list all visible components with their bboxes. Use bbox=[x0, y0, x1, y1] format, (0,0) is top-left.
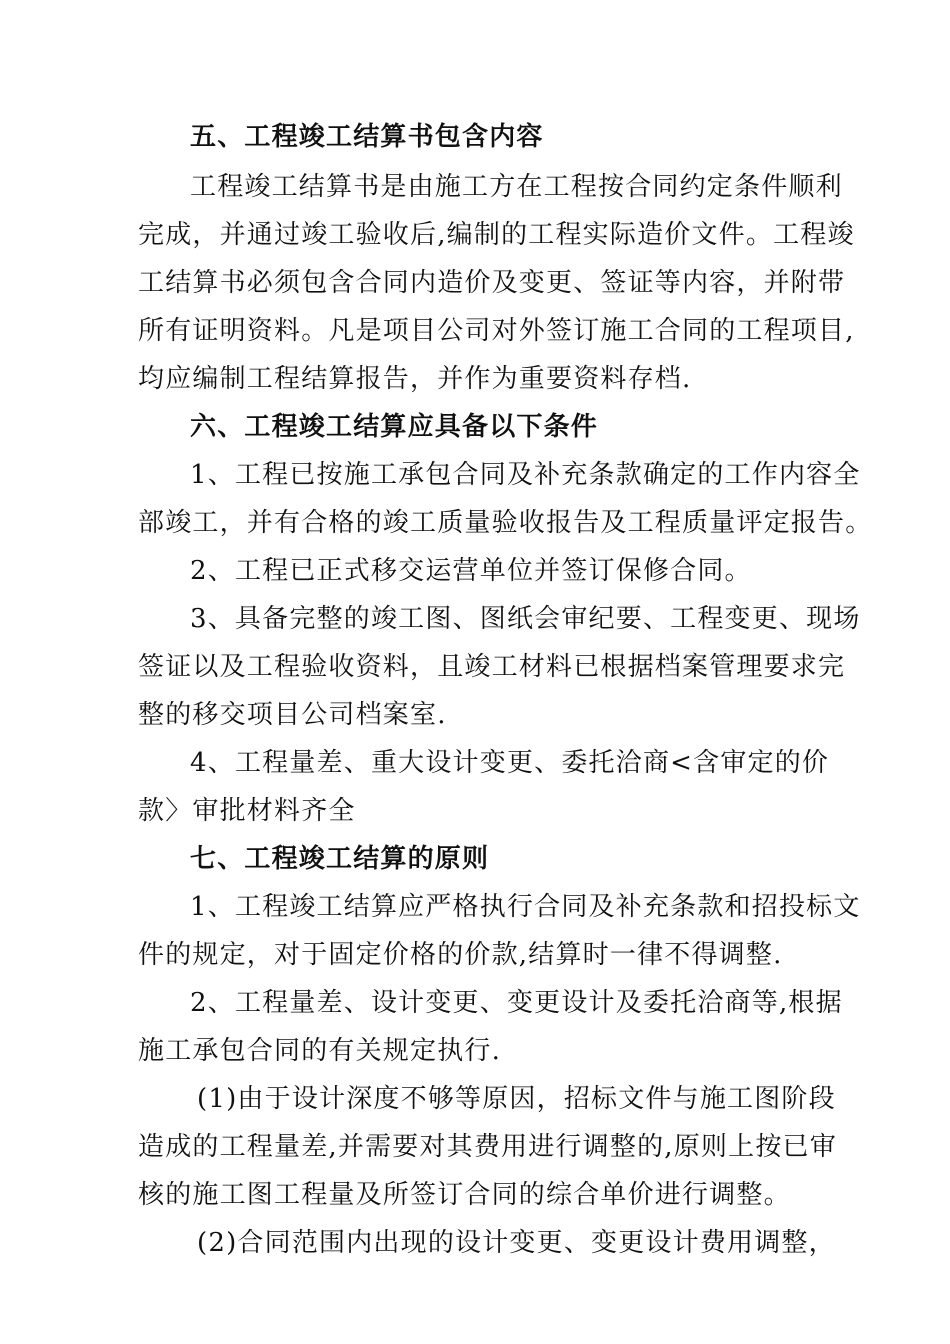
paragraph-line: 均应编制工程结算报告，并作为重要资料存档. bbox=[138, 364, 692, 394]
list-item-line: 2、工程已正式移交运营单位并签订保修合同。 bbox=[190, 556, 752, 586]
paragraph-line: 工结算书必须包含合同内造价及变更、签证等内容，并附带 bbox=[138, 268, 846, 298]
section-heading-7: 七、工程竣工结算的原则 bbox=[190, 844, 490, 874]
list-item-line: 件的规定，对于固定价格的价款,结算时一律不得调整. bbox=[138, 940, 783, 970]
list-item-line: 1、工程竣工结算应严格执行合同及补充条款和招投标文 bbox=[190, 892, 861, 922]
sub-item-line: 造成的工程量差,并需要对其费用进行调整的,原则上按已审 bbox=[138, 1132, 837, 1162]
list-item-line: 2、工程量差、设计变更、变更设计及委托洽商等,根据 bbox=[190, 988, 843, 1018]
list-item-line: 签证以及工程验收资料，且竣工材料已根据档案管理要求完 bbox=[138, 652, 846, 682]
sub-item-line: (1)由于设计深度不够等原因，招标文件与施工图阶段 bbox=[197, 1084, 836, 1114]
paragraph-line: 完成，并通过竣工验收后,编制的工程实际造价文件。工程竣 bbox=[138, 220, 855, 250]
paragraph-line: 所有证明资料。凡是项目公司对外签订施工合同的工程项目, bbox=[138, 316, 855, 346]
paragraph-line: 工程竣工结算书是由施工方在工程按合同约定条件顺利 bbox=[190, 172, 843, 202]
list-item-line: 款〉审批材料齐全 bbox=[138, 796, 356, 826]
list-item-line: 部竣工，并有合格的竣工质量验收报告及工程质量评定报告。 bbox=[138, 508, 873, 538]
list-item-line: 1、工程已按施工承包合同及补充条款确定的工作内容全 bbox=[190, 460, 861, 490]
list-item-line: 3、具备完整的竣工图、图纸会审纪要、工程变更、现场 bbox=[190, 604, 861, 634]
section-heading-6: 六、工程竣工结算应具备以下条件 bbox=[190, 412, 599, 442]
sub-item-line: (2)合同范围内出现的设计变更、变更设计费用调整， bbox=[197, 1228, 836, 1258]
list-item-line: 4、工程量差、重大设计变更、委托洽商<含审定的价 bbox=[190, 748, 830, 778]
list-item-line: 施工承包合同的有关规定执行. bbox=[138, 1036, 502, 1066]
section-heading-5: 五、工程竣工结算书包含内容 bbox=[190, 122, 544, 152]
list-item-line: 整的移交项目公司档案室. bbox=[138, 700, 447, 730]
sub-item-line: 核的施工图工程量及所签订合同的综合单价进行调整。 bbox=[138, 1180, 791, 1210]
